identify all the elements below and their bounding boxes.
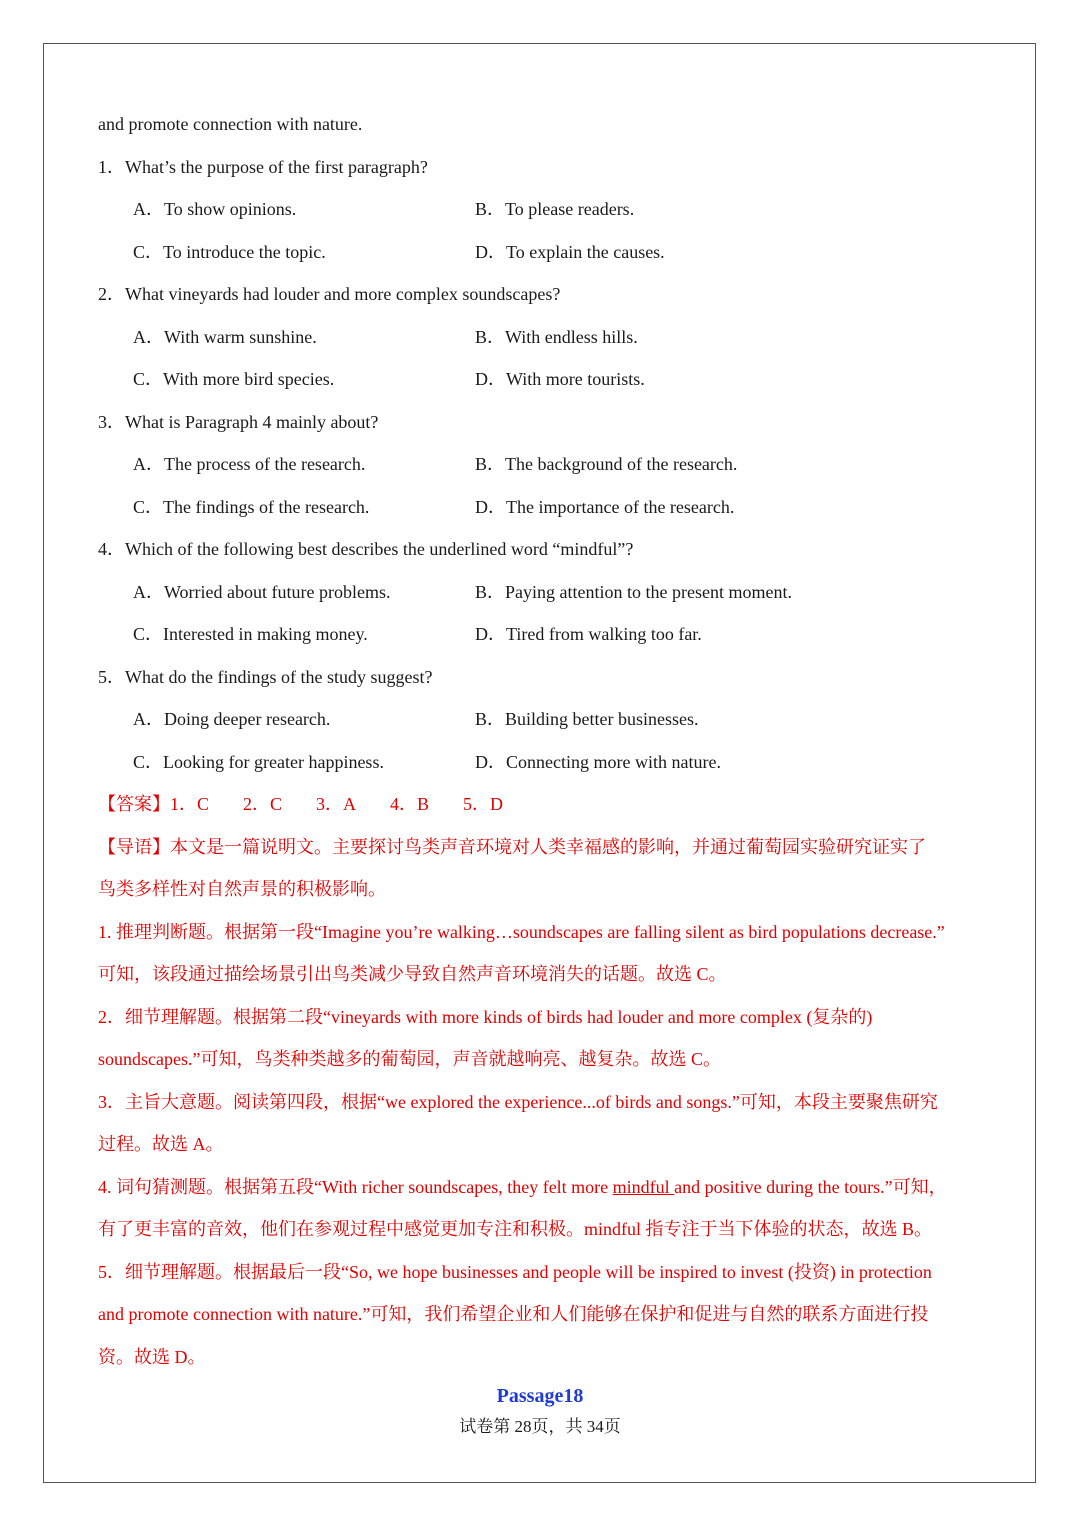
guide-line-2: 鸟类多样性对自然声景的积极影响。 xyxy=(98,879,386,899)
options-row xyxy=(98,698,998,741)
underlined-word-mindful: mindful xyxy=(612,1176,675,1197)
option-c: C．With more bird species. xyxy=(133,369,335,389)
options-row xyxy=(98,443,998,486)
option-d: D．Connecting more with nature. xyxy=(475,751,721,772)
options-row xyxy=(98,231,998,274)
options-row xyxy=(98,613,998,656)
question-2: 2．What vineyards had louder and more complex soundscapes? xyxy=(98,284,561,304)
answer-key xyxy=(98,783,998,826)
options-row xyxy=(98,571,998,614)
explanation-4-line-2: 有了更丰富的音效，他们在参观过程中感觉更加专注和积极。mindful 指专注于当下体验的状态，故选 B。 xyxy=(98,1219,932,1239)
option-a: A．Doing deeper research. xyxy=(133,709,331,729)
explanation-5-line-3: 资。故选 D。 xyxy=(98,1346,206,1367)
option-d: D．Tired from walking too far. xyxy=(475,624,702,644)
guide-line-1: 【导语】本文是一篇说明文。主要探讨鸟类声音环境对人类幸福感的影响，并通过葡萄园实验研究证实了 xyxy=(98,836,926,857)
question-4: 4．Which of the following best describes the underlined word “mindful”? xyxy=(98,539,634,559)
options-row xyxy=(98,358,998,401)
options-row xyxy=(98,188,998,231)
answer-label: 【答案】 xyxy=(98,794,170,814)
explanation-4-line-1: 4. 词句猜测题。根据第五段“With richer soundscapes, they felt more mindful and positive during the tours.”可知， xyxy=(98,1176,947,1197)
options-row xyxy=(98,486,998,529)
page-number: 试卷第 28页，共 34页 xyxy=(459,1417,621,1436)
explanation-2-line-2: soundscapes.”可知，鸟类种类越多的葡萄园，声音就越响亮、越复杂。故选 C。 xyxy=(98,1049,721,1069)
option-b: B．The background of the research. xyxy=(475,454,738,474)
passage-title: Passage18 xyxy=(496,1385,584,1407)
explanation-1-line-2: 可知，该段通过描绘场景引出鸟类减少导致自然声音环境消失的话题。故选 C。 xyxy=(98,964,727,984)
answer-item: 3．A xyxy=(316,794,357,814)
option-a: A．To show opinions. xyxy=(133,199,297,219)
question-5: 5．What do the findings of the study suggest? xyxy=(98,666,433,687)
option-c: C．Looking for greater happiness. xyxy=(133,751,384,772)
option-b: B．Building better businesses. xyxy=(475,709,699,729)
option-c: C．The findings of the research. xyxy=(133,496,370,517)
option-c: C．Interested in making money. xyxy=(133,624,368,644)
explanation-5-line-2: and promote connection with nature.”可知，我们希望企业和人们能够在保护和促进与自然的联系方面进行投 xyxy=(98,1304,929,1324)
answer-item: 4．B xyxy=(390,794,430,814)
options-row xyxy=(98,316,998,359)
option-a: A．Worried about future problems. xyxy=(133,581,391,602)
explanation-3-line-2: 过程。故选 A。 xyxy=(98,1134,224,1154)
explanation-5-line-1: 5．细节理解题。根据最后一段“So, we hope businesses and people will be inspired to invest (投资) in protection xyxy=(98,1261,932,1282)
option-b: B．Paying attention to the present moment. xyxy=(475,581,792,602)
option-d: D．The importance of the research. xyxy=(475,496,735,517)
explanation-1-line-1: 1. 推理判断题。根据第一段“Imagine you’re walking…soundscapes are falling silent as bird populations decrease.” xyxy=(98,921,945,942)
option-c: C．To introduce the topic. xyxy=(133,241,326,262)
explanation-2-line-1: 2．细节理解题。根据第二段“vineyards with more kinds of birds had louder and more complex (复杂的) xyxy=(98,1006,873,1027)
option-a: A．The process of the research. xyxy=(133,454,366,474)
option-d: D．To explain the causes. xyxy=(475,241,665,262)
option-a: A．With warm sunshine. xyxy=(133,326,317,347)
question-1: 1．What’s the purpose of the first paragraph? xyxy=(98,156,428,177)
option-b: B．With endless hills. xyxy=(475,326,638,347)
answer-item: 5．D xyxy=(463,794,504,814)
explanation-3-line-1: 3．主旨大意题。阅读第四段，根据“we explored the experience...of birds and songs.”可知，本段主要聚焦研究 xyxy=(98,1091,938,1112)
question-3: 3．What is Paragraph 4 mainly about? xyxy=(98,411,379,432)
option-b: B．To please readers. xyxy=(475,199,635,219)
answer-item: 1．C xyxy=(170,794,210,814)
answer-item: 2．C xyxy=(243,794,283,814)
options-row xyxy=(98,741,998,784)
option-d: D．With more tourists. xyxy=(475,369,645,389)
intro-line: and promote connection with nature. xyxy=(98,114,363,134)
guide-label: 【导语】 xyxy=(98,836,170,857)
document-content xyxy=(98,103,998,1378)
